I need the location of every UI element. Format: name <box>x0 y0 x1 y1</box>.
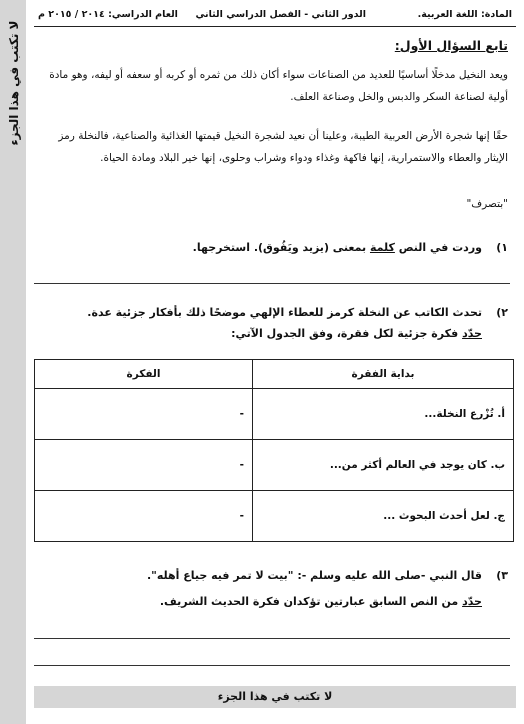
side-margin-strip <box>0 0 26 724</box>
table-row <box>35 491 514 542</box>
table-row <box>35 389 514 440</box>
do-not-write-footer: لا تكتب في هذا الجزء <box>34 686 516 708</box>
question-3 <box>40 569 508 589</box>
ideas-table <box>34 359 514 542</box>
underlined-word: كلمة <box>369 241 395 254</box>
passage-paragraph-2: حقًا إنها شجرة الأرض العربية الطيبة، وعلينا أن نعيد لشجرة النخيل قيمتها الغذائية والصناعية، فالنخلة رمز الإيثار والعطاء والاستمرارية، إنها فاكهة وغذاء ودواء وشراب وحلوى، إنها خير البلاد ومادة الحياة. <box>58 130 508 164</box>
table-header-row <box>35 360 514 389</box>
page-header <box>34 6 516 26</box>
header-divider <box>34 26 516 27</box>
academic-year-label: العام الدراسي: ٢٠١٤ / ٢٠١٥ م <box>38 9 178 20</box>
instruction-text <box>160 595 482 608</box>
question-text-part: وردت في النص <box>394 241 482 254</box>
underlined-word: حدّد <box>462 327 482 340</box>
instruction-text <box>231 327 482 340</box>
table-row <box>35 440 514 491</box>
question-1 <box>40 241 508 261</box>
answer-line[interactable] <box>34 665 510 666</box>
adaptation-note: "بتصرف" <box>466 198 508 210</box>
term-label: الدور الثاني - الفصل الدراسي الثاني <box>195 9 366 20</box>
question-number: ٣) <box>496 569 508 582</box>
subject-label: المادة: اللغة العربية. <box>417 9 512 20</box>
question-text: تحدث الكاتب عن النخلة كرمز للعطاء الإلهي موضحًا ذلك بأفكار جزئية عدة. <box>87 306 482 319</box>
idea-answer-cell[interactable]: - <box>35 389 253 440</box>
answer-line[interactable] <box>34 283 510 284</box>
question-text-part: بمعنى (يزيد ويَفُوق). استخرجها. <box>192 241 370 254</box>
paragraph-start-cell: ج. لعل أحدث البحوث ... <box>253 491 514 542</box>
paragraph-start-cell: أ. تُزْرع النخلة... <box>253 389 514 440</box>
underlined-word: حدّد <box>462 595 482 608</box>
question-2-instruction <box>40 327 508 347</box>
question-2 <box>40 306 508 326</box>
idea-answer-cell[interactable]: - <box>35 440 253 491</box>
instruction-text-part: من النص السابق عبارتين تؤكدان فكرة الحديث الشريف. <box>159 595 463 608</box>
instruction-text-part: فكرة جزئية لكل فقرة، وفق الجدول الآتي: <box>231 327 463 340</box>
side-strip-text: لا تكتب في هذا الجزء <box>7 20 21 146</box>
question-text: قال النبي -صلى الله عليه وسلم -: "بيت لا تمر فيه جياع أهله". <box>146 569 482 582</box>
paragraph-start-cell: ب. كان يوجد في العالم أكثر من... <box>253 440 514 491</box>
column-header-paragraph-start: بداية الفقرة <box>253 360 514 389</box>
answer-line[interactable] <box>34 638 510 639</box>
question-number: ١) <box>496 241 508 254</box>
column-header-idea: الفكرة <box>35 360 253 389</box>
question-text <box>193 241 482 254</box>
idea-answer-cell[interactable]: - <box>35 491 253 542</box>
section-title: تابع السؤال الأول: <box>394 38 508 53</box>
question-number: ٢) <box>496 306 508 319</box>
passage-paragraph-1: ويعد النخيل مدخلًا أساسيًا للعديد من الصناعات سواء أكان ذلك من ثمره أو كربه أو سعفه أو ليفه، وهو مادة أولية لصناعة السكر والدبس والخل وصناعة العلف. <box>49 69 508 103</box>
question-3-instruction <box>40 595 508 615</box>
